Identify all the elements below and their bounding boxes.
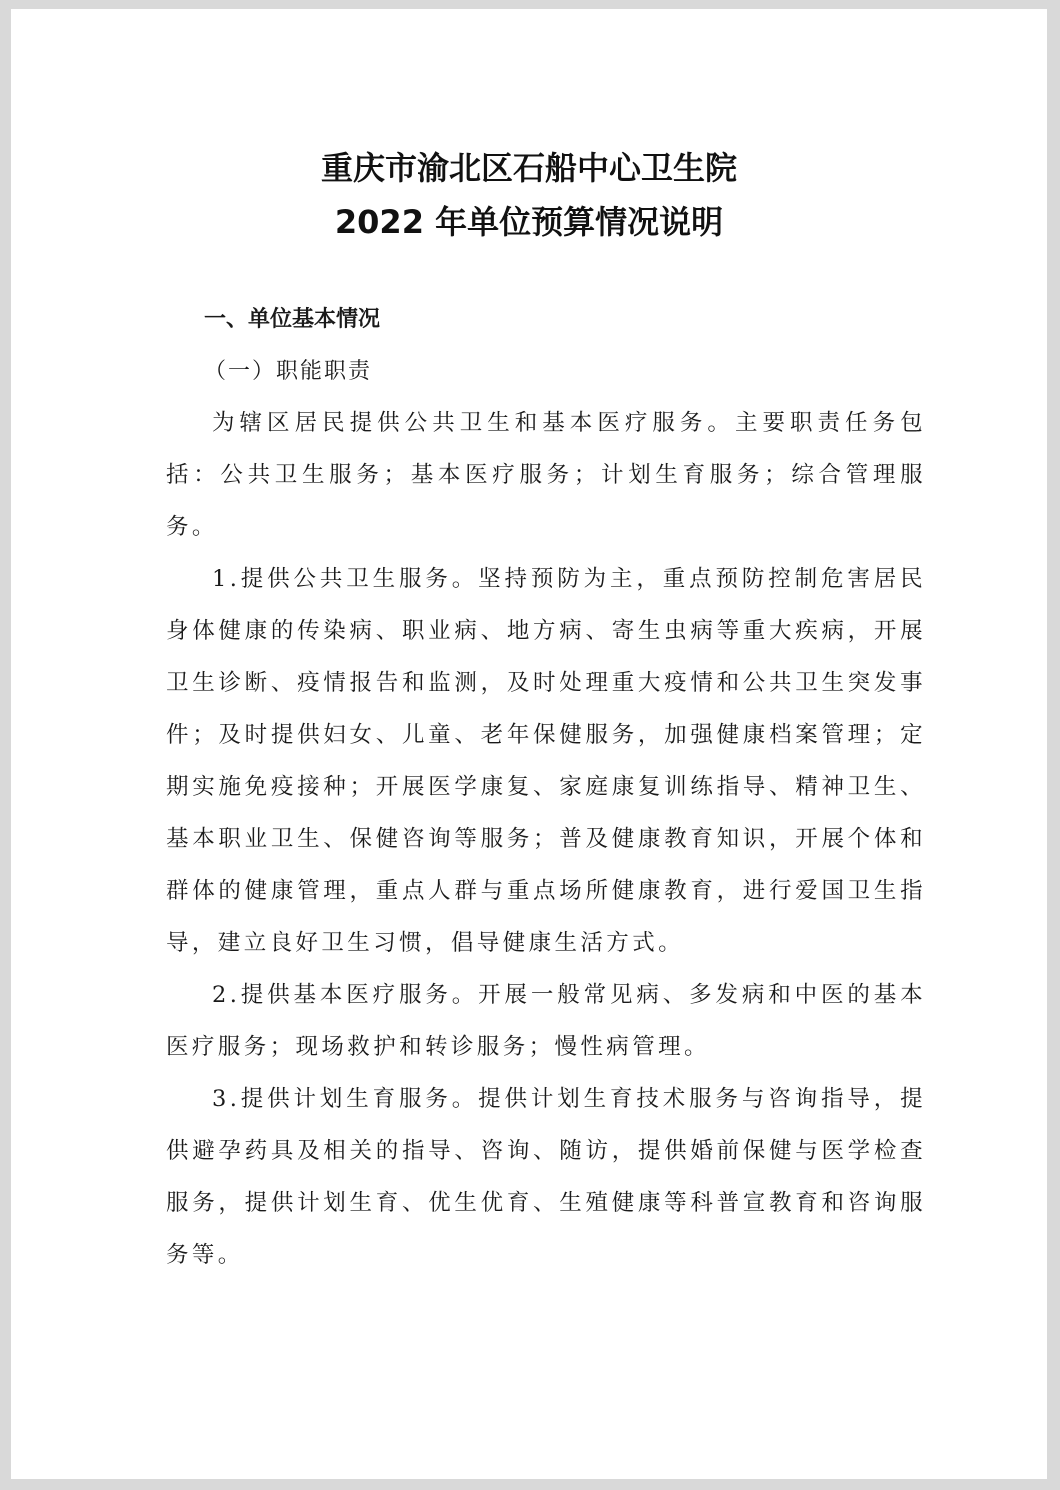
title-line-1: 重庆市渝北区石船中心卫生院 bbox=[320, 149, 737, 187]
title-line-2: 2022 年单位预算情况说明 bbox=[334, 203, 724, 241]
document-page bbox=[11, 9, 1047, 1479]
section-heading: 一、单位基本情况 bbox=[204, 307, 381, 332]
paragraph-duties-summary: 为辖区居民提供公共卫生和基本医疗服务。主要职责任务包括：公共卫生服务；基本医疗服务；计划生育服务；综合管理服务。 bbox=[166, 410, 926, 540]
subsection-heading: （一）职能职责 bbox=[204, 359, 373, 384]
paragraph-family-planning: 3.提供计划生育服务。提供计划生育技术服务与咨询指导，提供避孕药具及相关的指导、咨询、随访，提供婚前保健与医学检查服务，提供计划生育、优生优育、生殖健康等科普宣教育和咨询服务等。 bbox=[166, 1086, 926, 1268]
document-title bbox=[11, 141, 1047, 249]
paragraph-basic-medical: 2.提供基本医疗服务。开展一般常见病、多发病和中医的基本医疗服务；现场救护和转诊服务；慢性病管理。 bbox=[166, 982, 926, 1060]
paragraph-public-health: 1.提供公共卫生服务。坚持预防为主，重点预防控制危害居民身体健康的传染病、职业病、地方病、寄生虫病等重大疾病，开展卫生诊断、疫情报告和监测，及时处理重大疫情和公共卫生突发事件；及时提供妇女、儿童、老年保健服务，加强健康档案管理；定期实施免疫接种；开展医学康复、家庭康复训练指导、精神卫生、基本职业卫生、保健咨询等服务；普及健康教育知识，开展个体和群体的健康管理，重点人群与重点场所健康教育，进行爱国卫生指导，建立良好卫生习惯，倡导健康生活方式。 bbox=[166, 566, 926, 956]
document-body bbox=[166, 305, 926, 1281]
